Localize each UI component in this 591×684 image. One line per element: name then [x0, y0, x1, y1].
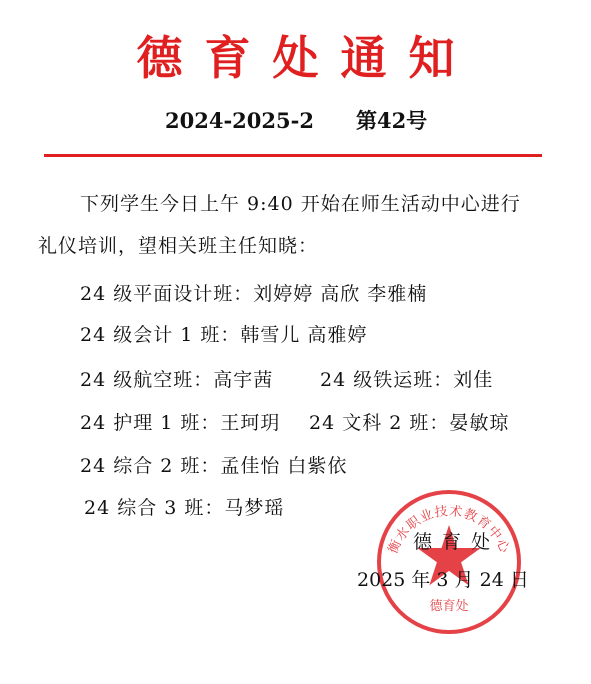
document-number: [165, 106, 427, 136]
class-row: 24 级航空班：高宇茜: [80, 369, 274, 391]
class-row: 24 综合 3 班：马梦瑶: [84, 497, 285, 519]
issuer-signature: 德 育 处: [413, 531, 493, 553]
official-seal-stamp: [374, 487, 524, 637]
class-row-second: 24 文科 2 班：晏敏琼: [309, 412, 510, 434]
document-year: 2024-2025-2: [165, 108, 314, 133]
notice-title: 德育处通知: [136, 31, 477, 85]
seal-arc-text: 衡水职业技术教育中心: [385, 504, 513, 556]
class-row-second: 24 级铁运班：刘佳: [320, 369, 494, 391]
class-row: 24 护理 1 班：王珂玥: [80, 412, 281, 434]
issue-date: 2025 年 3 月 24 日: [357, 569, 529, 591]
intro-line-1: 下列学生今日上午 9:40 开始在师生活动中心进行: [80, 193, 521, 215]
class-row: 24 级会计 1 班：韩雪儿 高雅婷: [80, 324, 368, 346]
class-row: 24 级平面设计班：刘婷婷 高欣 李雅楠: [80, 283, 428, 305]
class-row: 24 综合 2 班：孟佳怡 白紫依: [80, 455, 348, 477]
red-divider: [44, 154, 542, 157]
intro-line-2: 礼仪培训，望相关班主任知晓：: [38, 235, 319, 257]
seal-bottom-text: 德育处: [429, 599, 469, 614]
document-serial: 第42号: [355, 108, 428, 133]
